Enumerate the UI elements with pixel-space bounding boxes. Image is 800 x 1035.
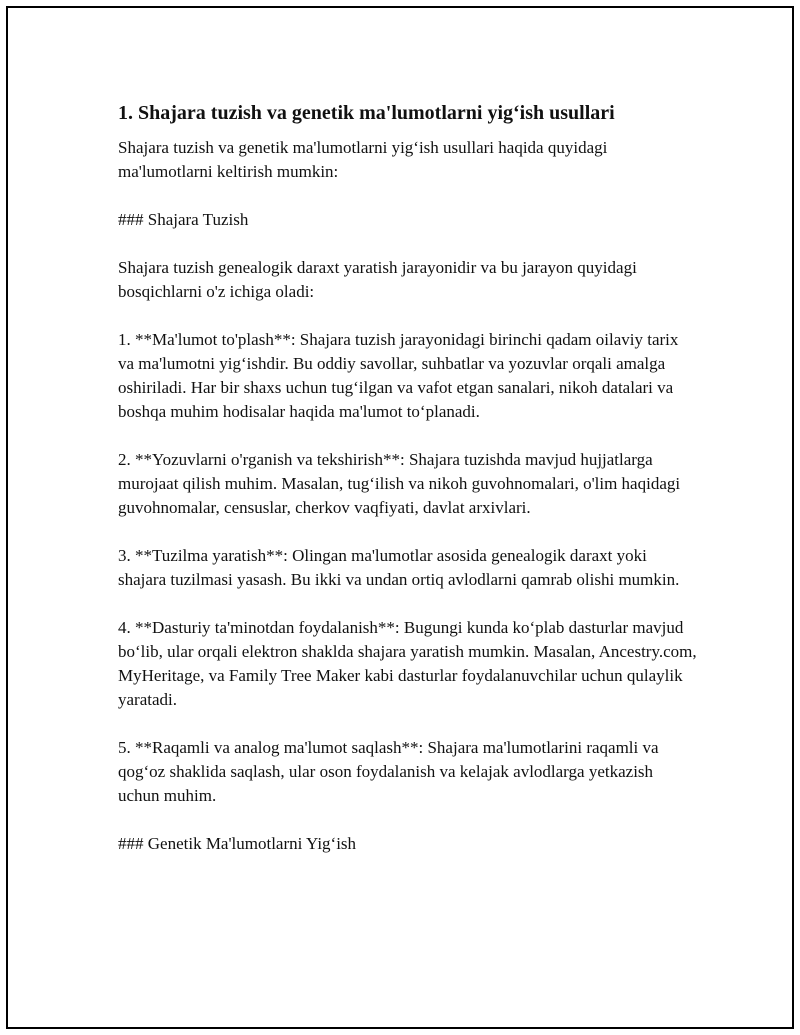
list-item-5: 5. **Raqamli va analog ma'lumot saqlash**: Shajara ma'lumotlarini raqamli va qog‘oz shaklida saqlash, ular oson foydalanish va kelajak avlodlarga yetkazish uchun muhim. xyxy=(118,738,659,805)
list-item-4: 4. **Dasturiy ta'minotdan foydalanish**: Bugungi kunda ko‘plab dasturlar mavjud bo‘lib, ular orqali elektron shaklda shajara yaratish mumkin. Masalan, Ancestry.com, MyHeritage, va Family Tree Maker kabi dasturlar foydalanuvchilar uchun qulaylik yaratadi. xyxy=(118,618,697,709)
list-item-3: 3. **Tuzilma yaratish**: Olingan ma'lumotlar asosida genealogik daraxt yoki shajara tuzilmasi yasash. Bu ikki va undan ortiq avlodlarni qamrab olishi mumkin. xyxy=(118,546,680,589)
list-item-1: 1. **Ma'lumot to'plash**: Shajara tuzish jarayonidagi birinchi qadam oilaviy tarix va ma'lumotni yig‘ishdir. Bu oddiy savollar, suhbatlar va yozuvlar orqali amalga oshiriladi. Har bir shaxs uchun tug‘ilgan va vafot etgan sanalari, nikoh datalari va boshqa muhim hodisalar haqida ma'lumot to‘planadi. xyxy=(118,330,679,421)
intro-paragraph: Shajara tuzish va genetik ma'lumotlarni yig‘ish usullari haqida quyidagi ma'lumotlarni keltirish mumkin: xyxy=(118,138,608,181)
page-frame xyxy=(6,6,794,1029)
section-intro-paragraph: Shajara tuzish genealogik daraxt yaratish jarayonidir va bu jarayon quyidagi bosqichlarni o'z ichiga oladi: xyxy=(118,258,637,301)
list-item-2: 2. **Yozuvlarni o'rganish va tekshirish**: Shajara tuzishda mavjud hujjatlarga murojaat qilish muhim. Masalan, tug‘ilish va nikoh guvohnomalari, o'lim haqidagi guvohnomalar, censuslar, cherkov vaqfiyati, davlat arxivlari. xyxy=(118,450,681,517)
section-heading-shajara-tuzish: ### Shajara Tuzish xyxy=(118,210,249,229)
section-heading-genetik: ### Genetik Ma'lumotlarni Yig‘ish xyxy=(118,834,357,853)
document-body xyxy=(118,100,698,880)
document-title: 1. Shajara tuzish va genetik ma'lumotlarni yig‘ish usullari xyxy=(118,102,615,124)
